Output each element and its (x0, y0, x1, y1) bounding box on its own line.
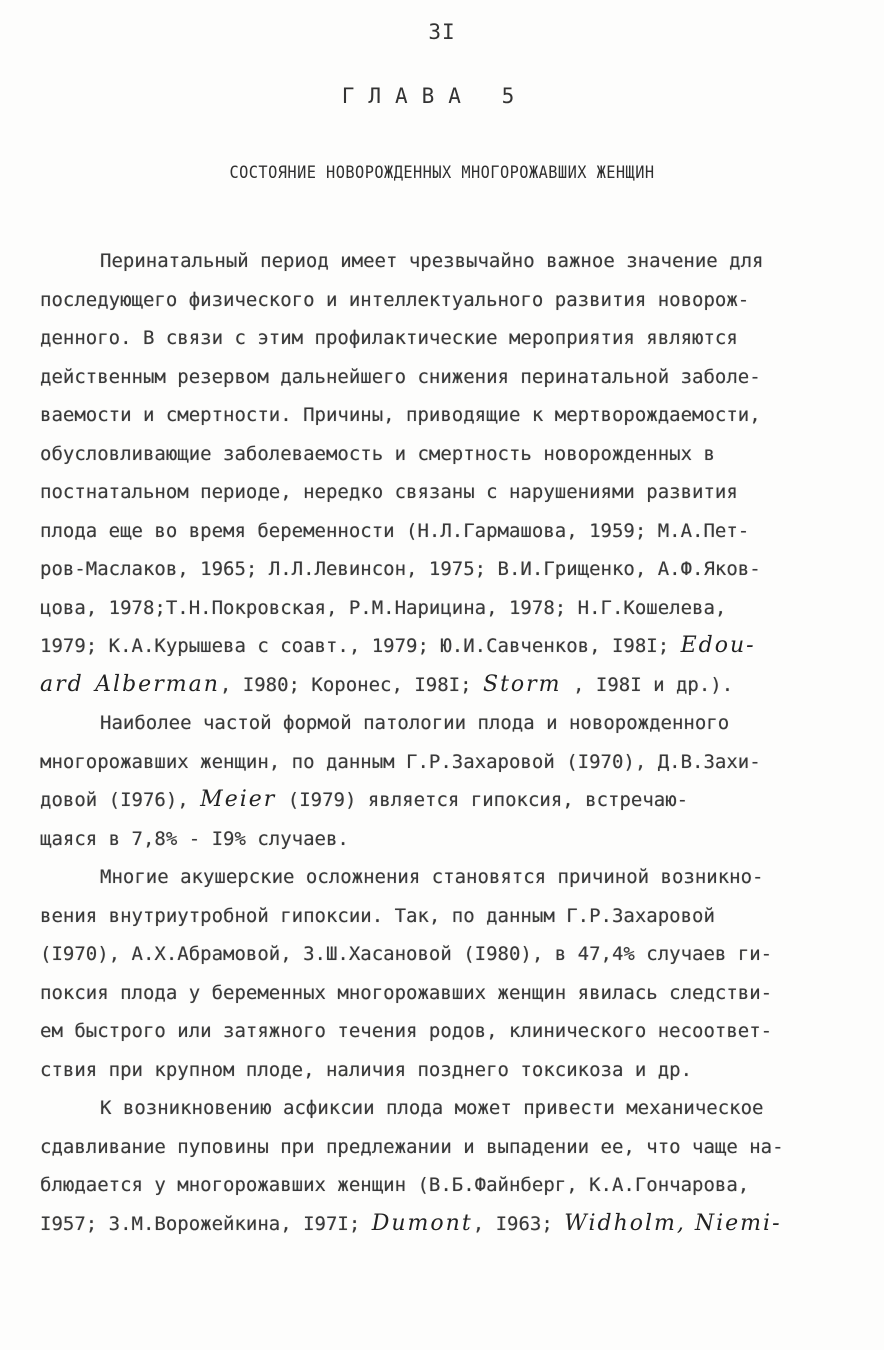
text-line: постнатальном периоде, нередко связаны с нарушениями развития (40, 481, 738, 503)
handwritten-name: Edou- (680, 633, 756, 658)
text-line: Перинатальный период имеет чрезвычайно важное значение для (100, 250, 764, 272)
text-line: обусловливающие заболеваемость и смертность новорожденных в (40, 442, 715, 465)
text-line: денного. В связи с этим профилактические мероприятия являются (40, 327, 738, 349)
text-line (40, 666, 840, 705)
text-line: действенным резервом дальнейшего снижения перинатальной заболе- (40, 365, 761, 388)
body-text (40, 242, 840, 1243)
text-line: блюдается у многорожавших женщин (В.Б.Файнберг, К.А.Гончарова, (40, 1174, 750, 1196)
text-line: ваемости и смертности. Причины, приводящие к мертворождаемости, (40, 404, 761, 426)
handwritten-name: Dumont (371, 1210, 473, 1236)
text-line: Многие акушерские осложнения становятся причиной возникно- (100, 866, 764, 888)
handwritten-name: ard (40, 671, 84, 697)
handwritten-name: Widholm, Niemi- (564, 1210, 782, 1236)
text-segment: (I979) является гипоксия, встречаю- (287, 789, 689, 811)
text-line (40, 627, 840, 666)
text-line: сдавливание пуповины при предлежании и выпадении ее, что чаще на- (40, 1135, 784, 1158)
text-line: последующего физического и интеллектуального развития новорож- (40, 288, 750, 311)
section-title: СОСТОЯНИЕ НОВОРОЖДЕННЫХ МНОГОРОЖАВШИХ ЖЕНЩИН (229, 163, 655, 183)
text-line: цова, 1978;Т.Н.Покровская, Р.М.Нарицина, 1978; Н.Г.Кошелева, (40, 596, 727, 619)
text-line (40, 1205, 840, 1244)
chapter-heading: ГЛАВА 5 (341, 84, 529, 108)
text-line: щаяся в 7,8% - I9% случаев. (40, 827, 349, 850)
text-segment: , I963; (472, 1212, 553, 1235)
text-line: плода еще во время беременности (Н.Л.Гармашова, 1959; М.А.Пет- (40, 519, 750, 542)
text-line: (I970), А.Х.Абрамовой, З.Ш.Хасановой (I980), в 47,4% случаев ги- (40, 943, 773, 965)
page-number: 3I (428, 20, 456, 44)
text-line: ров-Маслаков, 1965; Л.Л.Левинсон, 1975; В.И.Грищенко, А.Ф.Яков- (40, 558, 761, 580)
text-segment: 1979; К.А.Курышева с соавт., 1979; Ю.И.Савченков, I98I; (40, 635, 670, 657)
text-line: вения внутриутробной гипоксии. Так, по данным Г.Р.Захаровой (40, 904, 715, 927)
text-line: многорожавших женщин, по данным Г.Р.Захаровой (I970), Д.В.Захи- (40, 750, 761, 773)
text-line: К возникновению асфиксии плода может привести механическое (100, 1097, 764, 1119)
text-line: Наиболее частой формой патологии плода и новорожденного (100, 712, 730, 734)
text-segment: I957; З.М.Ворожейкина, I97I; (40, 1212, 361, 1235)
text-segment: довой (I976), (40, 789, 189, 811)
text-segment: , I980; Коронес, I98I; (219, 673, 472, 696)
text-line (40, 781, 840, 820)
text-line: поксия плода у беременных многорожавших женщин явилась следстви- (40, 981, 773, 1004)
text-segment: , I98I и др.). (573, 673, 734, 696)
handwritten-name: Meier (200, 787, 277, 812)
handwritten-name: Alberman (95, 671, 220, 697)
text-line: ем быстрого или затяжного течения родов, клинического несоответ- (40, 1020, 773, 1042)
handwritten-name: Storm (483, 671, 562, 697)
text-line: ствия при крупном плоде, наличия позднего токсикоза и др. (40, 1058, 693, 1081)
